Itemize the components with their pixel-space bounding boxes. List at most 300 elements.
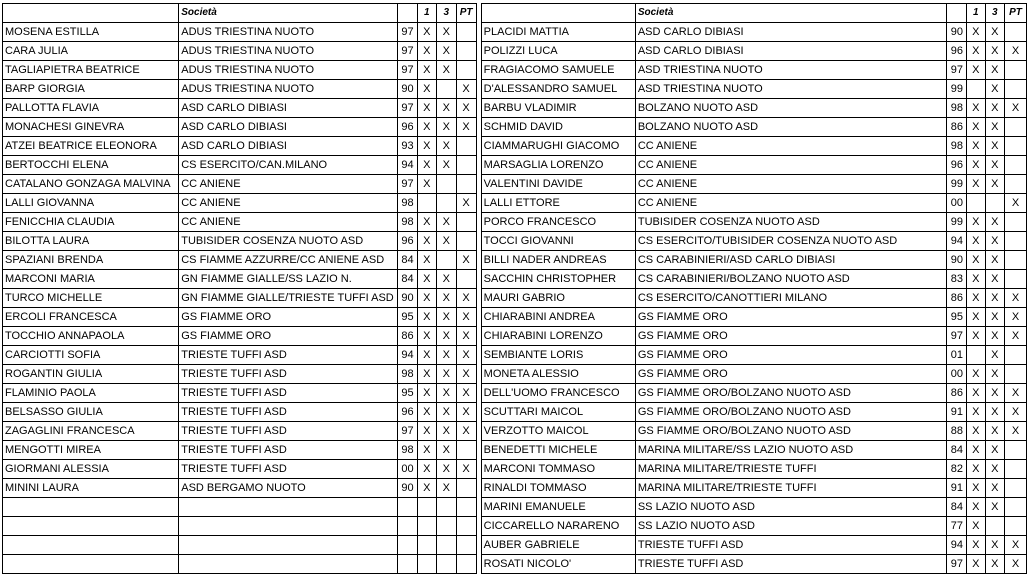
event-platform-right	[1005, 232, 1027, 251]
table-row	[3, 251, 1027, 270]
birth-year-right: 94	[947, 536, 967, 555]
birth-year-left: 96	[398, 232, 418, 251]
society-left	[179, 517, 398, 536]
table-row	[3, 384, 1027, 403]
event-1m-right: X	[966, 137, 985, 156]
event-1m-right: X	[966, 479, 985, 498]
event-1m-left: X	[417, 346, 436, 365]
society-right: MARINA MILITARE/TRIESTE TUFFI	[635, 479, 947, 498]
event-platform-right: X	[1005, 289, 1027, 308]
event-platform-left: X	[456, 460, 476, 479]
header-year-right	[947, 4, 967, 23]
society-right: CS CARABINIERI/ASD CARLO DIBIASI	[635, 251, 947, 270]
event-3m-right: X	[985, 251, 1004, 270]
event-platform-left	[456, 232, 476, 251]
birth-year-right: 95	[947, 308, 967, 327]
header-society-right: Società	[635, 4, 947, 23]
birth-year-right: 94	[947, 232, 967, 251]
event-3m-left: X	[437, 270, 456, 289]
event-platform-left	[456, 137, 476, 156]
athlete-name-left: TAGLIAPIETRA BEATRICE	[3, 61, 179, 80]
society-right: TRIESTE TUFFI ASD	[635, 536, 947, 555]
society-left: CS FIAMME AZZURRE/CC ANIENE ASD	[179, 251, 398, 270]
event-platform-left: X	[456, 422, 476, 441]
event-1m-left	[417, 517, 436, 536]
birth-year-left: 97	[398, 61, 418, 80]
event-platform-left	[456, 441, 476, 460]
event-3m-left: X	[437, 289, 456, 308]
event-platform-left: X	[456, 365, 476, 384]
event-platform-left: X	[456, 308, 476, 327]
athlete-name-left: LALLI GIOVANNA	[3, 194, 179, 213]
event-1m-left: X	[417, 308, 436, 327]
birth-year-right: 90	[947, 251, 967, 270]
birth-year-right: 99	[947, 80, 967, 99]
society-left: CS ESERCITO/CAN.MILANO	[179, 156, 398, 175]
event-platform-left: X	[456, 289, 476, 308]
event-3m-right: X	[985, 118, 1004, 137]
birth-year-left: 97	[398, 23, 418, 42]
birth-year-right: 84	[947, 498, 967, 517]
society-right: ASD CARLO DIBIASI	[635, 42, 947, 61]
birth-year-left	[398, 498, 418, 517]
event-platform-right: X	[1005, 194, 1027, 213]
header-row	[3, 4, 1027, 23]
society-right: CS ESERCITO/TUBISIDER COSENZA NUOTO ASD	[635, 232, 947, 251]
birth-year-left: 97	[398, 175, 418, 194]
event-1m-right: X	[966, 289, 985, 308]
event-platform-left: X	[456, 384, 476, 403]
athlete-name-right: CHIARABINI ANDREA	[481, 308, 635, 327]
athlete-name-right: TOCCI GIOVANNI	[481, 232, 635, 251]
event-platform-left	[456, 156, 476, 175]
event-1m-right: X	[966, 42, 985, 61]
event-3m-right: X	[985, 61, 1004, 80]
society-right: SS LAZIO NUOTO ASD	[635, 517, 947, 536]
event-platform-right	[1005, 460, 1027, 479]
athlete-name-left: BILOTTA LAURA	[3, 232, 179, 251]
table-row	[3, 42, 1027, 61]
event-3m-left: X	[437, 61, 456, 80]
event-3m-right: X	[985, 213, 1004, 232]
table-row	[3, 118, 1027, 137]
event-3m-left: X	[437, 441, 456, 460]
athlete-name-left: ERCOLI FRANCESCA	[3, 308, 179, 327]
athlete-name-left: MENGOTTI MIREA	[3, 441, 179, 460]
event-3m-right: X	[985, 80, 1004, 99]
society-left	[179, 498, 398, 517]
event-platform-left: X	[456, 403, 476, 422]
event-platform-right: X	[1005, 422, 1027, 441]
society-left: ADUS TRIESTINA NUOTO	[179, 80, 398, 99]
event-1m-left	[417, 536, 436, 555]
event-3m-right: X	[985, 289, 1004, 308]
athlete-name-left: TURCO MICHELLE	[3, 289, 179, 308]
table-row	[3, 99, 1027, 118]
event-platform-right	[1005, 213, 1027, 232]
event-3m-right: X	[985, 156, 1004, 175]
event-platform-left: X	[456, 251, 476, 270]
society-right: GS FIAMME ORO/BOLZANO NUOTO ASD	[635, 403, 947, 422]
event-3m-left: X	[437, 118, 456, 137]
birth-year-right: 97	[947, 327, 967, 346]
table-row	[3, 517, 1027, 536]
event-platform-left	[456, 23, 476, 42]
event-platform-right: X	[1005, 555, 1027, 574]
athlete-name-right: MARINI EMANUELE	[481, 498, 635, 517]
athlete-name-left: ZAGAGLINI FRANCESCA	[3, 422, 179, 441]
athlete-name-right: SEMBIANTE LORIS	[481, 346, 635, 365]
birth-year-right: 86	[947, 289, 967, 308]
table-row	[3, 289, 1027, 308]
birth-year-right: 97	[947, 555, 967, 574]
event-3m-right: X	[985, 422, 1004, 441]
society-left	[179, 555, 398, 574]
event-1m-right: X	[966, 213, 985, 232]
athlete-name-left: GIORMANI ALESSIA	[3, 460, 179, 479]
table-row	[3, 61, 1027, 80]
society-left: CC ANIENE	[179, 213, 398, 232]
event-1m-left: X	[417, 175, 436, 194]
table-row	[3, 232, 1027, 251]
birth-year-left: 95	[398, 384, 418, 403]
athlete-name-left: ATZEI BEATRICE ELEONORA	[3, 137, 179, 156]
birth-year-right: 83	[947, 270, 967, 289]
athlete-name-right: MARSAGLIA LORENZO	[481, 156, 635, 175]
birth-year-right: 82	[947, 460, 967, 479]
event-1m-left: X	[417, 384, 436, 403]
event-platform-right: X	[1005, 42, 1027, 61]
event-platform-left: X	[456, 327, 476, 346]
athlete-name-right: D'ALESSANDRO SAMUEL	[481, 80, 635, 99]
table-row	[3, 555, 1027, 574]
event-1m-left: X	[417, 327, 436, 346]
society-left: GS FIAMME ORO	[179, 308, 398, 327]
society-left: GN FIAMME GIALLE/SS LAZIO N.	[179, 270, 398, 289]
birth-year-left: 97	[398, 99, 418, 118]
event-3m-right: X	[985, 479, 1004, 498]
event-1m-right: X	[966, 555, 985, 574]
athlete-name-left: BERTOCCHI ELENA	[3, 156, 179, 175]
event-1m-right: X	[966, 270, 985, 289]
event-3m-left: X	[437, 327, 456, 346]
event-platform-left: X	[456, 99, 476, 118]
athlete-name-left: SPAZIANI BRENDA	[3, 251, 179, 270]
athlete-name-right: PLACIDI MATTIA	[481, 23, 635, 42]
event-platform-right	[1005, 270, 1027, 289]
event-3m-left: X	[437, 23, 456, 42]
society-left	[179, 536, 398, 555]
event-1m-left: X	[417, 365, 436, 384]
athlete-name-left	[3, 517, 179, 536]
society-right: TRIESTE TUFFI ASD	[635, 555, 947, 574]
birth-year-left: 94	[398, 156, 418, 175]
athlete-name-left: FENICCHIA CLAUDIA	[3, 213, 179, 232]
athlete-name-left: PALLOTTA FLAVIA	[3, 99, 179, 118]
event-3m-right: X	[985, 403, 1004, 422]
athlete-name-right: MONETA ALESSIO	[481, 365, 635, 384]
athlete-name-left: BARP GIORGIA	[3, 80, 179, 99]
society-left: TRIESTE TUFFI ASD	[179, 384, 398, 403]
event-1m-right: X	[966, 441, 985, 460]
society-right: BOLZANO NUOTO ASD	[635, 118, 947, 137]
event-1m-right: X	[966, 517, 985, 536]
table-row	[3, 23, 1027, 42]
athlete-name-left: TOCCHIO ANNAPAOLA	[3, 327, 179, 346]
society-left: TRIESTE TUFFI ASD	[179, 460, 398, 479]
event-platform-left	[456, 555, 476, 574]
society-left: TRIESTE TUFFI ASD	[179, 346, 398, 365]
table-row	[3, 194, 1027, 213]
athlete-name-right: VALENTINI DAVIDE	[481, 175, 635, 194]
society-right: GS FIAMME ORO	[635, 365, 947, 384]
athlete-name-left: FLAMINIO PAOLA	[3, 384, 179, 403]
event-1m-left	[417, 194, 436, 213]
header-society-left: Società	[179, 4, 398, 23]
table-row	[3, 308, 1027, 327]
birth-year-right: 01	[947, 346, 967, 365]
birth-year-right: 98	[947, 99, 967, 118]
event-3m-left: X	[437, 308, 456, 327]
event-1m-left: X	[417, 99, 436, 118]
society-right: GS FIAMME ORO	[635, 327, 947, 346]
header-name-left	[3, 4, 179, 23]
header-colpt-left: PT	[456, 4, 476, 23]
society-left: ASD BERGAMO NUOTO	[179, 479, 398, 498]
athlete-name-right: DELL'UOMO FRANCESCO	[481, 384, 635, 403]
athlete-name-right: AUBER GABRIELE	[481, 536, 635, 555]
event-platform-right	[1005, 61, 1027, 80]
event-1m-right: X	[966, 308, 985, 327]
society-right: GS FIAMME ORO/BOLZANO NUOTO ASD	[635, 384, 947, 403]
birth-year-left: 94	[398, 346, 418, 365]
event-3m-left	[437, 536, 456, 555]
society-left: TRIESTE TUFFI ASD	[179, 365, 398, 384]
event-1m-left: X	[417, 403, 436, 422]
event-1m-right: X	[966, 99, 985, 118]
table-row	[3, 422, 1027, 441]
athlete-name-right: BARBU VLADIMIR	[481, 99, 635, 118]
birth-year-right: 91	[947, 403, 967, 422]
birth-year-left: 96	[398, 118, 418, 137]
header-name-right	[481, 4, 635, 23]
event-3m-left	[437, 517, 456, 536]
table-row	[3, 479, 1027, 498]
athlete-name-right: CIAMMARUGHI GIACOMO	[481, 137, 635, 156]
event-3m-left: X	[437, 384, 456, 403]
society-left: CC ANIENE	[179, 175, 398, 194]
event-platform-left: X	[456, 194, 476, 213]
table-row	[3, 403, 1027, 422]
society-right: CS CARABINIERI/BOLZANO NUOTO ASD	[635, 270, 947, 289]
event-3m-left: X	[437, 99, 456, 118]
birth-year-left: 97	[398, 422, 418, 441]
birth-year-right: 91	[947, 479, 967, 498]
event-1m-right: X	[966, 118, 985, 137]
event-1m-left: X	[417, 42, 436, 61]
event-3m-left: X	[437, 137, 456, 156]
event-platform-left	[456, 270, 476, 289]
society-left: TRIESTE TUFFI ASD	[179, 403, 398, 422]
athlete-name-left: CARA JULIA	[3, 42, 179, 61]
event-3m-left	[437, 498, 456, 517]
athlete-name-left: CATALANO GONZAGA MALVINA	[3, 175, 179, 194]
event-platform-right: X	[1005, 99, 1027, 118]
society-right: CC ANIENE	[635, 137, 947, 156]
birth-year-left: 90	[398, 479, 418, 498]
event-3m-right	[985, 517, 1004, 536]
event-1m-left: X	[417, 479, 436, 498]
event-3m-left	[437, 555, 456, 574]
event-1m-left: X	[417, 156, 436, 175]
birth-year-left: 98	[398, 441, 418, 460]
athlete-name-right: LALLI ETTORE	[481, 194, 635, 213]
event-1m-right: X	[966, 156, 985, 175]
society-right: GS FIAMME ORO	[635, 308, 947, 327]
event-platform-right	[1005, 80, 1027, 99]
event-platform-right	[1005, 517, 1027, 536]
event-1m-left: X	[417, 251, 436, 270]
athlete-name-left	[3, 498, 179, 517]
event-1m-right: X	[966, 460, 985, 479]
event-1m-right	[966, 346, 985, 365]
society-left: TRIESTE TUFFI ASD	[179, 441, 398, 460]
society-left: ASD CARLO DIBIASI	[179, 137, 398, 156]
birth-year-right: 96	[947, 156, 967, 175]
society-right: TUBISIDER COSENZA NUOTO ASD	[635, 213, 947, 232]
table-row	[3, 346, 1027, 365]
event-3m-left: X	[437, 422, 456, 441]
table-row	[3, 80, 1027, 99]
birth-year-left: 86	[398, 327, 418, 346]
event-platform-right	[1005, 137, 1027, 156]
society-right: ASD CARLO DIBIASI	[635, 23, 947, 42]
event-1m-left: X	[417, 441, 436, 460]
event-platform-right: X	[1005, 536, 1027, 555]
event-3m-right: X	[985, 460, 1004, 479]
event-platform-left	[456, 213, 476, 232]
event-platform-right: X	[1005, 403, 1027, 422]
event-1m-left: X	[417, 213, 436, 232]
event-1m-left: X	[417, 80, 436, 99]
birth-year-left: 93	[398, 137, 418, 156]
event-platform-right	[1005, 346, 1027, 365]
event-platform-right	[1005, 118, 1027, 137]
event-platform-right	[1005, 441, 1027, 460]
birth-year-right: 99	[947, 213, 967, 232]
event-3m-right: X	[985, 441, 1004, 460]
roster-table	[2, 3, 1027, 574]
event-1m-left: X	[417, 137, 436, 156]
event-3m-right: X	[985, 498, 1004, 517]
table-row	[3, 327, 1027, 346]
event-1m-right: X	[966, 498, 985, 517]
event-1m-right: X	[966, 365, 985, 384]
athlete-name-right: RINALDI TOMMASO	[481, 479, 635, 498]
event-3m-left	[437, 194, 456, 213]
event-1m-right: X	[966, 384, 985, 403]
event-3m-left	[437, 80, 456, 99]
athlete-name-left: MOSENA ESTILLA	[3, 23, 179, 42]
event-1m-right: X	[966, 23, 985, 42]
event-1m-right: X	[966, 422, 985, 441]
event-platform-right: X	[1005, 308, 1027, 327]
event-3m-right: X	[985, 346, 1004, 365]
event-platform-left: X	[456, 80, 476, 99]
event-1m-right: X	[966, 327, 985, 346]
event-1m-left: X	[417, 61, 436, 80]
society-left: GN FIAMME GIALLE/TRIESTE TUFFI ASD	[179, 289, 398, 308]
society-left: ASD CARLO DIBIASI	[179, 99, 398, 118]
event-3m-right: X	[985, 555, 1004, 574]
society-right: ASD TRIESTINA NUOTO	[635, 61, 947, 80]
event-platform-right	[1005, 251, 1027, 270]
header-col3-left: 3	[437, 4, 456, 23]
athlete-name-left	[3, 536, 179, 555]
society-right: CS ESERCITO/CANOTTIERI MILANO	[635, 289, 947, 308]
event-3m-right: X	[985, 536, 1004, 555]
athlete-name-left: MININI LAURA	[3, 479, 179, 498]
event-3m-right: X	[985, 137, 1004, 156]
society-right: SS LAZIO NUOTO ASD	[635, 498, 947, 517]
table-row	[3, 536, 1027, 555]
event-1m-left: X	[417, 460, 436, 479]
event-platform-right	[1005, 498, 1027, 517]
event-platform-left	[456, 498, 476, 517]
birth-year-left	[398, 555, 418, 574]
athlete-name-right: MAURI GABRIO	[481, 289, 635, 308]
event-platform-left	[456, 42, 476, 61]
athlete-name-right: MARCONI TOMMASO	[481, 460, 635, 479]
society-right: CC ANIENE	[635, 194, 947, 213]
event-platform-right	[1005, 365, 1027, 384]
event-3m-left: X	[437, 365, 456, 384]
athlete-name-right: FRAGIACOMO SAMUELE	[481, 61, 635, 80]
society-left: ASD CARLO DIBIASI	[179, 118, 398, 137]
birth-year-right: 96	[947, 42, 967, 61]
event-1m-right: X	[966, 251, 985, 270]
event-3m-left: X	[437, 346, 456, 365]
society-left: CC ANIENE	[179, 194, 398, 213]
event-platform-right: X	[1005, 327, 1027, 346]
athlete-name-right: BENEDETTI MICHELE	[481, 441, 635, 460]
event-1m-right: X	[966, 61, 985, 80]
header-col1-left: 1	[417, 4, 436, 23]
event-3m-left: X	[437, 460, 456, 479]
table-row	[3, 441, 1027, 460]
event-platform-left	[456, 61, 476, 80]
event-1m-left: X	[417, 270, 436, 289]
athlete-name-right: SCUTTARI MAICOL	[481, 403, 635, 422]
event-platform-left	[456, 479, 476, 498]
table-row	[3, 156, 1027, 175]
event-1m-right: X	[966, 403, 985, 422]
society-left: GS FIAMME ORO	[179, 327, 398, 346]
event-platform-right	[1005, 479, 1027, 498]
birth-year-left: 84	[398, 251, 418, 270]
event-3m-right: X	[985, 42, 1004, 61]
event-1m-left	[417, 555, 436, 574]
birth-year-right: 84	[947, 441, 967, 460]
event-3m-left	[437, 175, 456, 194]
event-platform-left	[456, 536, 476, 555]
birth-year-left: 00	[398, 460, 418, 479]
birth-year-left: 95	[398, 308, 418, 327]
event-3m-right	[985, 194, 1004, 213]
birth-year-right: 00	[947, 365, 967, 384]
event-3m-right: X	[985, 270, 1004, 289]
event-1m-left: X	[417, 232, 436, 251]
